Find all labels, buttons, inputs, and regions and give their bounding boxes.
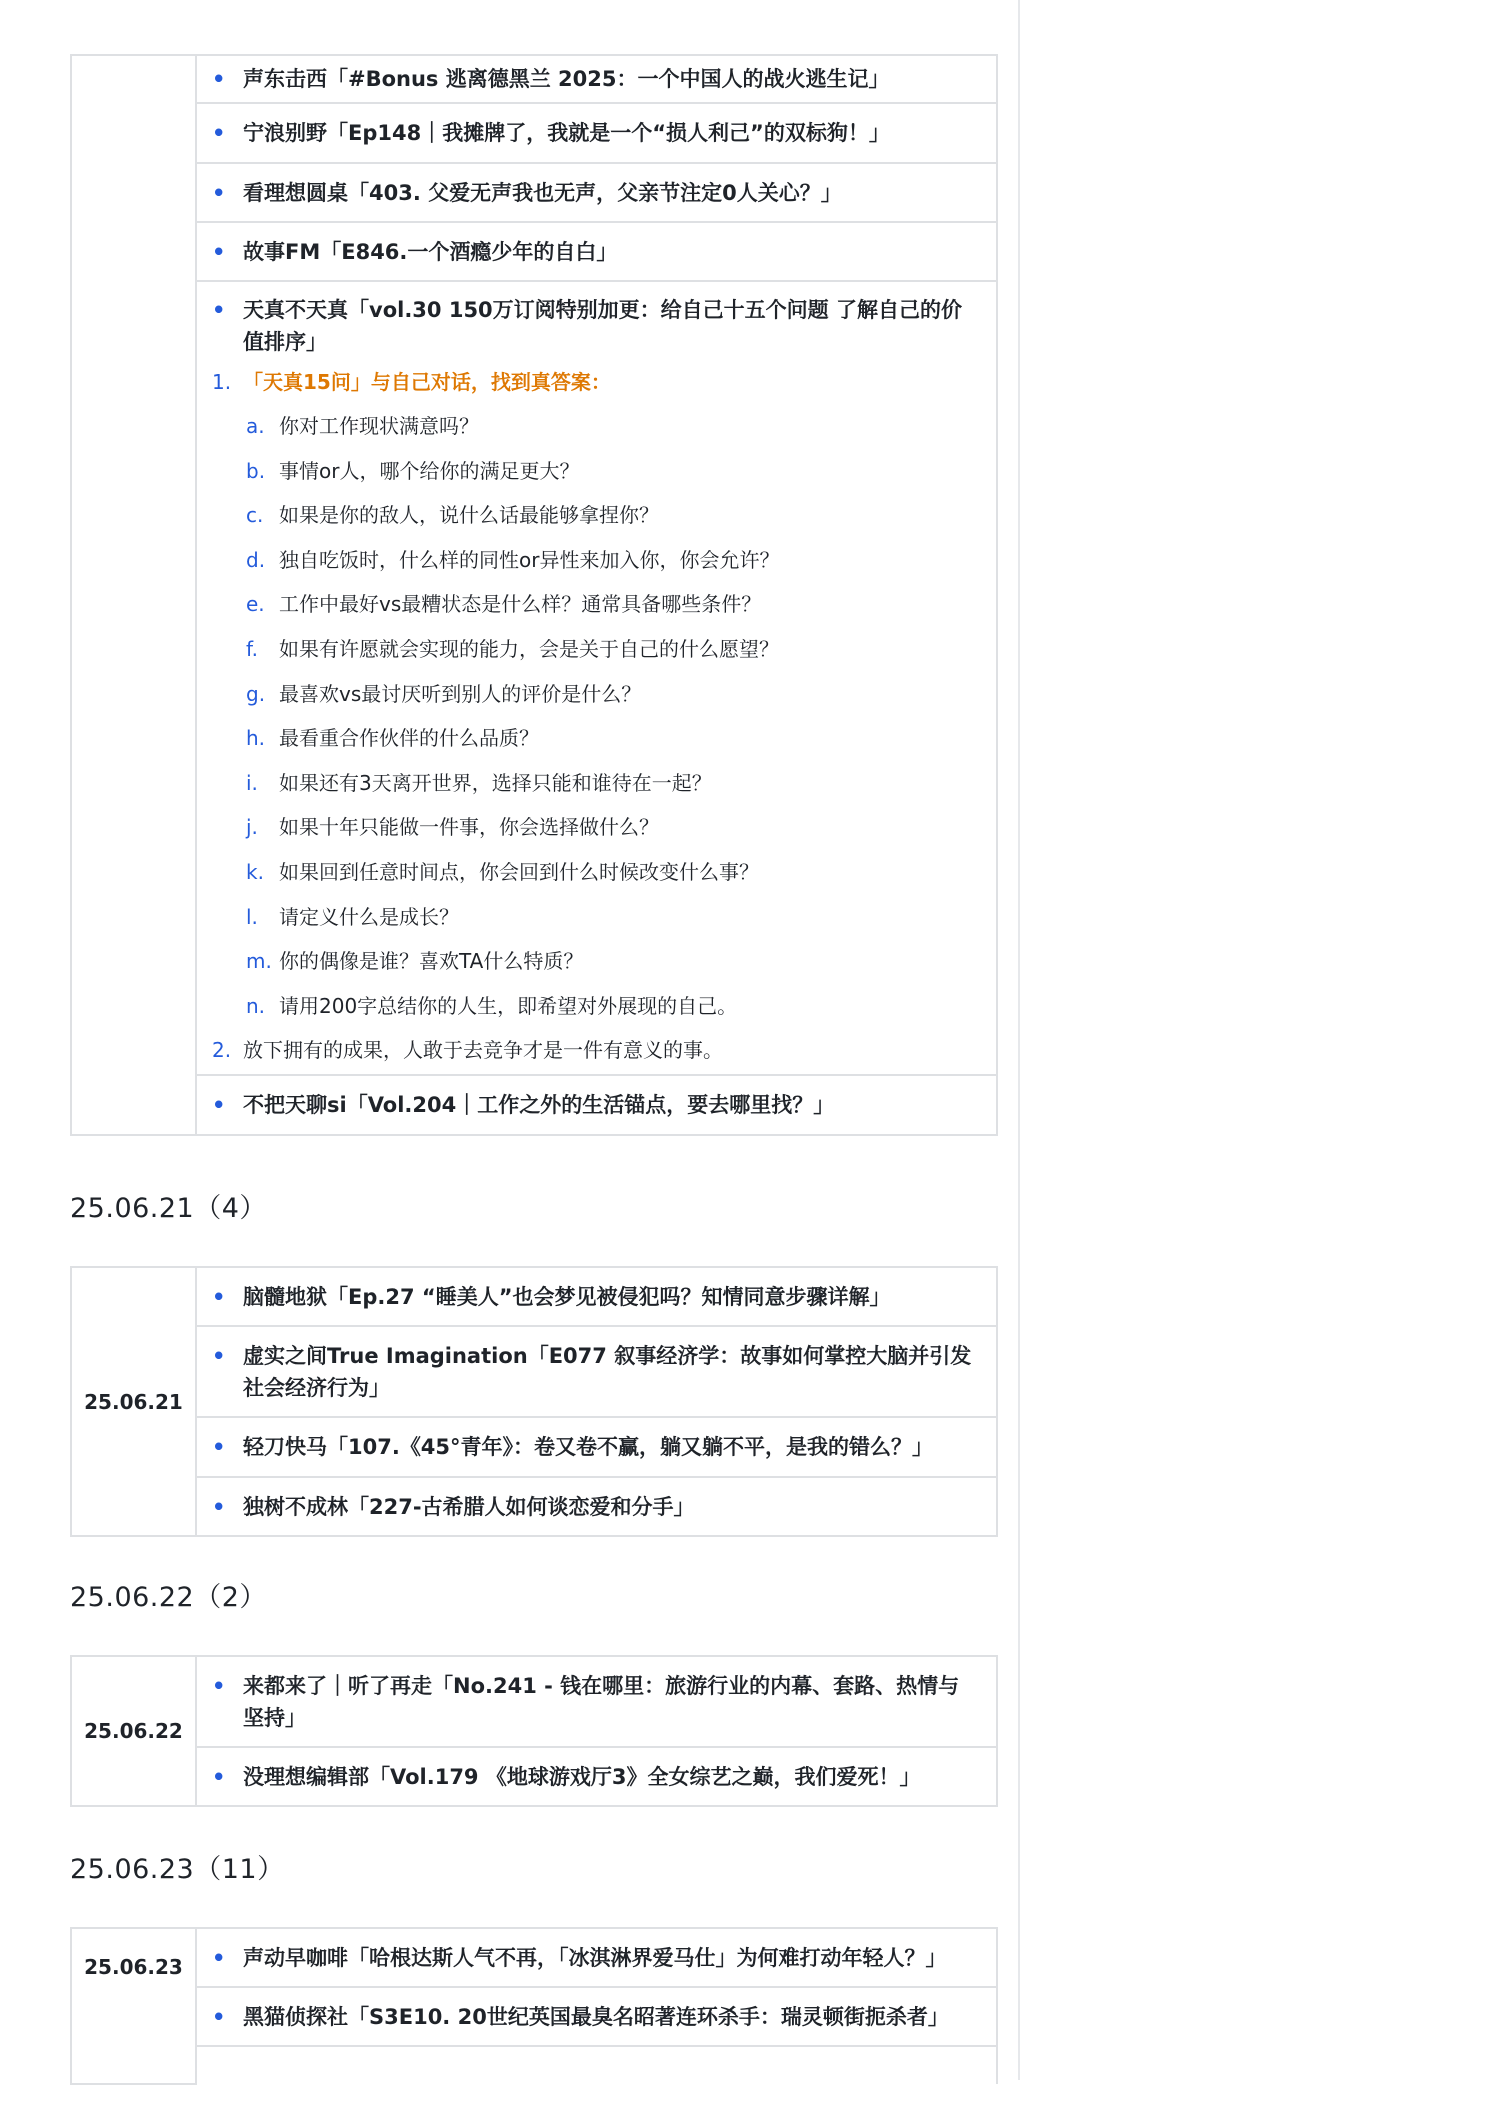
list-item xyxy=(196,163,997,222)
list-item xyxy=(196,1656,997,1747)
sub-item-d: d. 独自吃饭时，什么样的同性or异性来加入你，你会允许？ xyxy=(246,547,780,572)
sub-item-e: e. 工作中最好vs最糟状态是什么样？通常具备哪些条件？ xyxy=(246,592,762,617)
day-table xyxy=(70,1927,998,2085)
entry-title: 独树不成林「227-古希腊人如何谈恋爱和分手」 xyxy=(243,1494,695,1519)
sub-item-i: i. 如果还有3天离开世界，选择只能和谁待在一起？ xyxy=(246,770,712,795)
list-item-cut-off xyxy=(196,2046,997,2084)
bullet-icon: • xyxy=(212,298,226,322)
bullet-icon: • xyxy=(212,1284,226,1309)
sub-item-g: g. 最喜欢vs最讨厌听到别人的评价是什么？ xyxy=(246,681,642,706)
sub-item-c: c. 如果是你的敌人，说什么话最能够拿捏你？ xyxy=(246,503,659,528)
bullet-icon: • xyxy=(212,67,226,91)
list-item xyxy=(196,55,997,103)
page-right-rule xyxy=(1018,0,1020,2080)
numbered-item: 2. 放下拥有的成果，人敢于去竞争才是一件有意义的事。 xyxy=(212,1038,723,1063)
section-heading: 25.06.21（4） xyxy=(70,1193,267,1224)
sub-item-f: f. 如果有许愿就会实现的能力，会是关于自己的什么愿望？ xyxy=(246,636,779,661)
bullet-icon: • xyxy=(212,1435,226,1459)
continuation-table xyxy=(70,54,998,1136)
bullet-icon: • xyxy=(212,1093,226,1117)
sub-item-j: j. 如果十年只能做一件事，你会选择做什么？ xyxy=(246,815,659,840)
numbered-item: 1. 「天真15问」与自己对话，找到真答案： xyxy=(212,370,611,394)
bullet-icon: • xyxy=(212,1494,226,1519)
date-cell: 25.06.23 xyxy=(71,1928,196,2084)
numbered-notes xyxy=(212,360,976,1072)
list-item xyxy=(196,1075,997,1135)
sub-item-a: a. 你对工作现状满意吗？ xyxy=(246,414,479,438)
list-item xyxy=(196,1417,997,1477)
entry-title: 黑猫侦探社「S3E10. 20世纪英国最臭名昭著连环杀手：瑞灵顿街扼杀者」 xyxy=(243,2004,949,2029)
sub-item-k: k. 如果回到任意时间点，你会回到什么时候改变什么事？ xyxy=(246,859,759,884)
sub-item-n: n. 请用200字总结你的人生，即希望对外展现的自己。 xyxy=(246,993,738,1018)
date-cell: 25.06.22 xyxy=(71,1656,196,1806)
sub-item-h: h. 最看重合作伙伴的什么品质？ xyxy=(246,726,539,751)
entry-title: 故事FM「E846.一个酒瘾少年的自白」 xyxy=(243,239,618,264)
bullet-icon: • xyxy=(212,1343,226,1368)
highlighted-heading: 「天真15问」与自己对话，找到真答案： xyxy=(243,370,611,394)
bullet-icon: • xyxy=(212,1673,226,1698)
entry-title: 宁浪别野「Ep148｜我摊牌了，我就是一个“损人利己”的双标狗！」 xyxy=(243,121,890,145)
entry-title: 不把天聊si「Vol.204｜工作之外的生活锚点，要去哪里找？」 xyxy=(243,1093,835,1117)
list-item xyxy=(196,1326,997,1417)
list-item xyxy=(196,103,997,163)
section-heading: 25.06.22（2） xyxy=(70,1582,267,1613)
entry-title: 脑髓地狱「Ep.27 “睡美人”也会梦见被侵犯吗？知情同意步骤详解」 xyxy=(243,1284,891,1309)
list-item xyxy=(196,1928,997,1987)
entry-title: 声动早咖啡「哈根达斯人气不再，「冰淇淋界爱马仕」为何难打动年轻人？」 xyxy=(243,1945,947,1970)
bullet-icon: • xyxy=(212,180,226,205)
entry-title: 没理想编辑部「Vol.179 《地球游戏厅3》全女综艺之巅，我们爱死！」 xyxy=(243,1764,921,1789)
bullet-icon: • xyxy=(212,2004,226,2029)
entry-title: 虚实之间True Imagination「E077 叙事经济学：故事如何掌控大脑并引发社会经济行为」 xyxy=(243,1343,972,1400)
list-item xyxy=(196,1267,997,1326)
sub-item-b: b. 事情or人，哪个给你的满足更大？ xyxy=(246,458,580,483)
list-item xyxy=(196,1987,997,2046)
entry-title: 声东击西「#Bonus 逃离德黑兰 2025：一个中国人的战火逃生记」 xyxy=(243,67,890,91)
entry-title: 轻刀快马「107.《45°青年》：卷又卷不赢，躺又躺不平，是我的错么？」 xyxy=(243,1435,934,1459)
bullet-icon: • xyxy=(212,121,226,145)
date-cell: 25.06.21 xyxy=(71,1267,196,1536)
bullet-icon: • xyxy=(212,239,226,264)
date-cell-empty xyxy=(71,55,196,1135)
entry-title: 天真不天真「vol.30 150万订阅特别加更：给自己十五个问题 了解自己的价值排序」 xyxy=(243,298,962,354)
day-table xyxy=(70,1655,998,1807)
entry-title: 来都来了｜听了再走「No.241 - 钱在哪里：旅游行业的内幕、套路、热情与坚持」 xyxy=(243,1673,960,1730)
sub-item-m: m. 你的偶像是谁？喜欢TA什么特质？ xyxy=(246,949,584,974)
entry-title: 看理想圆桌「403. 父爱无声我也无声，父亲节注定0人关心？」 xyxy=(243,180,842,205)
bullet-icon: • xyxy=(212,1945,226,1970)
list-item xyxy=(196,1747,997,1806)
section-heading: 25.06.23（11） xyxy=(70,1854,285,1885)
list-item xyxy=(196,1477,997,1536)
bullet-icon: • xyxy=(212,1764,226,1789)
list-item-featured xyxy=(196,281,997,1075)
sub-item-l: l. 请定义什么是成长？ xyxy=(246,904,459,929)
list-item xyxy=(196,222,997,281)
day-table xyxy=(70,1266,998,1537)
